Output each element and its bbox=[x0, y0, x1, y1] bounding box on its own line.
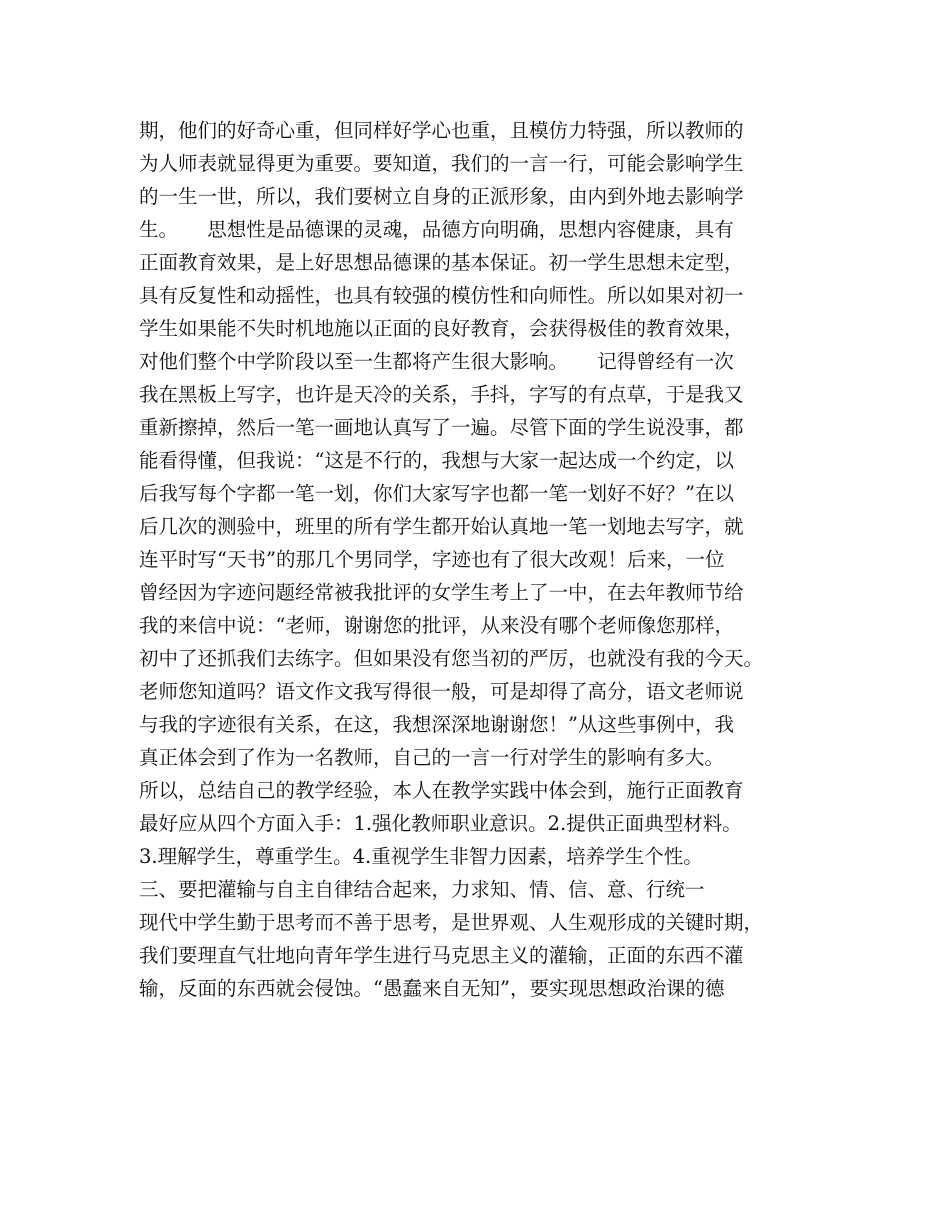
text-line: 重新擦掉，然后一笔一画地认真写了一遍。尽管下面的学生说没事，都 bbox=[139, 416, 744, 439]
text-line: 输，反面的东西就会侵蚀。“愚蠢来自无知”，要实现思想政治课的德 bbox=[139, 977, 725, 1000]
section-heading: 三、要把灌输与自主自律结合起来，力求知、情、信、意、行统一 bbox=[139, 878, 705, 901]
text-line: 老师您知道吗？语文作文我写得很一般，可是却得了高分，语文老师说 bbox=[139, 680, 744, 703]
text-line: 与我的字迹很有关系，在这，我想深深地谢谢您！”从这些事例中，我 bbox=[139, 713, 734, 736]
text-line: 学生如果能不失时机地施以正面的良好教育，会获得极佳的教育效果， bbox=[139, 317, 744, 340]
text-line: 现代中学生勤于思考而不善于思考，是世界观、人生观形成的关键时期， bbox=[139, 911, 764, 934]
text-line: 的一生一世，所以，我们要树立自身的正派形象，由内到外地去影响学 bbox=[139, 185, 744, 208]
text-line: 后几次的测验中，班里的所有学生都开始认真地一笔一划地去写字，就 bbox=[139, 515, 744, 538]
text-line: 所以，总结自己的教学经验，本人在教学实践中体会到，施行正面教育 bbox=[139, 779, 744, 802]
text-line: 生。 思想性是品德课的灵魂，品德方向明确，思想内容健康，具有 bbox=[139, 218, 734, 241]
text-line: 期，他们的好奇心重，但同样好学心也重，且模仿力特强，所以教师的 bbox=[139, 119, 744, 142]
text-line: 后我写每个字都一笔一划，你们大家写字也都一笔一划好不好？”在以 bbox=[139, 482, 734, 505]
text-line: 我的来信中说：“老师，谢谢您的批评，从来没有哪个老师像您那样， bbox=[139, 614, 734, 637]
text-line: 最好应从四个方面入手：1.强化教师职业意识。2.提供正面典型材料。 bbox=[139, 812, 742, 835]
text-line: 正面教育效果，是上好思想品德课的基本保证。初一学生思想未定型， bbox=[139, 251, 744, 274]
text-line: 对他们整个中学阶段以至一生都将产生很大影响。 记得曾经有一次 bbox=[139, 350, 734, 373]
text-line: 能看得懂，但我说：“这是不行的，我想与大家一起达成一个约定，以 bbox=[139, 449, 734, 472]
text-line: 真正体会到了作为一名教师，自己的一言一行对学生的影响有多大。 bbox=[139, 746, 725, 769]
text-line: 为人师表就显得更为重要。要知道，我们的一言一行，可能会影响学生 bbox=[139, 152, 744, 175]
text-line: 连平时写“天书”的那几个男同学，字迹也有了很大改观！后来，一位 bbox=[139, 548, 725, 571]
text-line: 我们要理直气壮地向青年学生进行马克思主义的灌输，正面的东西不灌 bbox=[139, 944, 744, 967]
text-line: 3.理解学生，尊重学生。4.重视学生非智力因素，培养学生个性。 bbox=[139, 845, 703, 868]
text-line: 我在黑板上写字，也许是天冷的关系，手抖，字写的有点草，于是我又 bbox=[139, 383, 744, 406]
text-line: 曾经因为字迹问题经常被我批评的女学生考上了一中，在去年教师节给 bbox=[139, 581, 744, 604]
text-line: 初中了还抓我们去练字。但如果没有您当初的严厉，也就没有我的今天。 bbox=[139, 647, 764, 670]
body-text bbox=[139, 114, 819, 1005]
text-line: 具有反复性和动摇性，也具有较强的模仿性和向师性。所以如果对初一 bbox=[139, 284, 744, 307]
